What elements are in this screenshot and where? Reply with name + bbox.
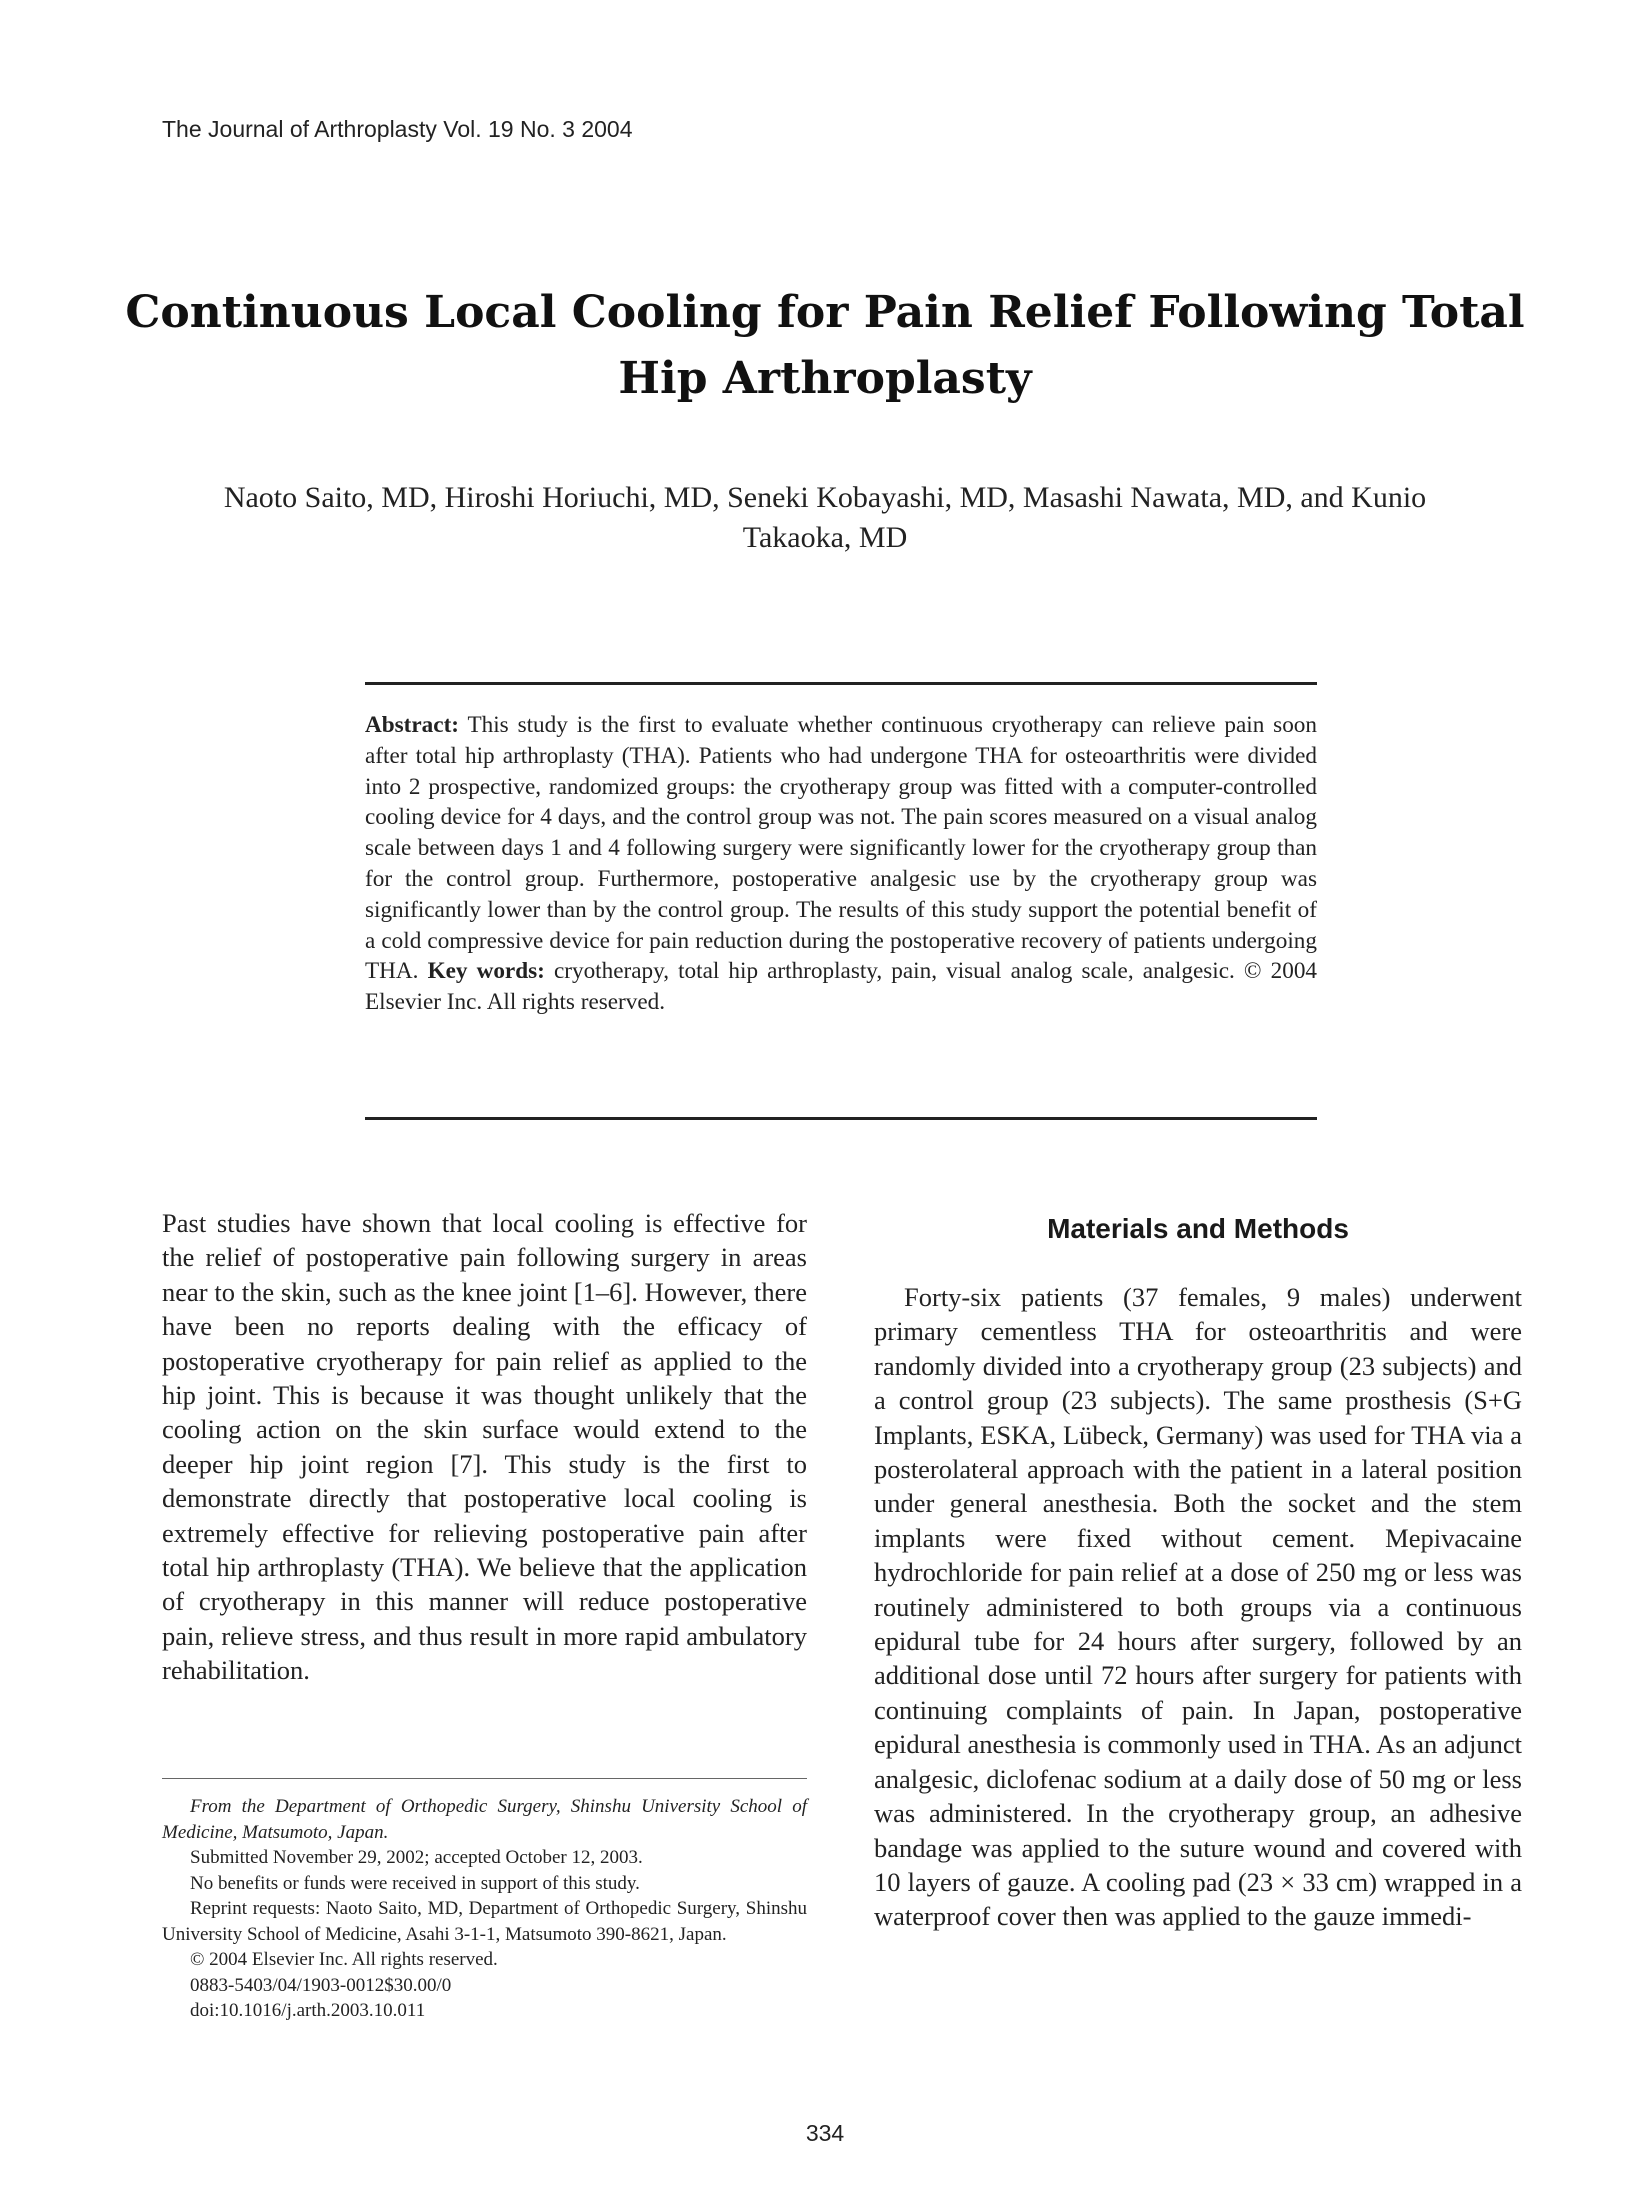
- abstract-bottom-rule: [365, 1117, 1317, 1120]
- abstract-text: This study is the first to evaluate whether continuous cryotherapy can relieve pain soon after total hip arthroplasty (THA). Patients who had undergone THA for osteoarthritis were divided into 2 prospective, randomized groups: the cryotherapy group was fitted with a computer-controlled cooling device for 4 days, and the control group was not. The pain scores measured on a visual analog scale between days 1 and 4 following surgery were significantly lower for the cryotherapy group than for the control group. Furthermore, postoperative analgesic use by the cryotherapy group was significantly lower than by the control group. The results of this study support the potential benefit of a cold compressive device for pain reduction during the postoperative recovery of patients undergoing THA.: [365, 712, 1317, 985]
- footnote-funding: No benefits or funds were received in support of this study.: [190, 1872, 640, 1894]
- footnotes-block: [162, 1794, 807, 2024]
- abstract-copyright: © 2004 Elsevier Inc. All rights reserved.: [365, 958, 1318, 1016]
- footnote-issn: 0883-5403/04/1903-0012$30.00/0: [190, 1974, 452, 1996]
- section-heading-methods: Materials and Methods: [1047, 1213, 1349, 1244]
- keywords-label: Key words:: [427, 958, 545, 985]
- page-number: 334: [805, 2120, 845, 2146]
- footnote-submitted: Submitted November 29, 2002; accepted October 12, 2003.: [190, 1847, 643, 1868]
- methods-paragraph: Forty-six patients (37 females, 9 males) underwent primary cementless THA for osteoarthritis and were randomly divided into a cryotherapy group (23 subjects) and a control group (23 subjects). The same prosthesis (S+G Implants, ESKA, Lübeck, Germany) was used for THA via a posterolateral approach with the patient in a lateral position under general anesthesia. Both the socket and the stem implants were fixed without cement. Mepivacaine hydrochloride for pain relief at a dose of 250 mg or less was routinely administered to both groups via a continuous epidural tube for 24 hours after surgery, followed by an additional dose until 72 hours after surgery for patients with continuing complaints of pain. In Japan, postoperative epidural anesthesia is commonly used in THA. As an adjunct analgesic, diclofenac sodium at a daily dose of 50 mg or less was administered. In the cryotherapy group, an adhesive bandage was applied to the suture wound and covered with 10 layers of gauze. A cooling pad (23 × 33 cm) wrapped in a waterproof cover then was applied to the gauze immedi-: [874, 1282, 1522, 1932]
- footnote-affiliation: From the Department of Orthopedic Surgery, Shinshu University School of Medicine, Matsumoto, Japan.: [162, 1796, 807, 1843]
- abstract-block: [365, 710, 1317, 1018]
- article-title: Continuous Local Cooling for Pain Relief Following Total Hip Arthroplasty: [125, 287, 1525, 404]
- intro-paragraph: Past studies have shown that local cooling is effective for the relief of postoperative pain following surgery in areas near to the skin, such as the knee joint [1–6]. However, there have been no reports dealing with the efficacy of postoperative cryotherapy for pain relief as applied to the hip joint. This is because it was thought unlikely that the cooling action on the skin surface would extend to the deeper hip joint region [7]. This study is the first to demonstrate directly that postoperative local cooling is extremely effective for relieving postoperative pain after total hip arthroplasty (THA). We believe that the application of cryotherapy in this manner will reduce postoperative pain, relieve stress, and thus result in more rapid ambulatory rehabilitation.: [162, 1208, 807, 1686]
- abstract-top-rule: [365, 682, 1317, 685]
- footnote-reprint: Reprint requests: Naoto Saito, MD, Department of Orthopedic Surgery, Shinshu University School of Medicine, Asahi 3-1-1, Matsumoto 390-8621, Japan.: [162, 1898, 807, 1945]
- keywords-text: cryotherapy, total hip arthroplasty, pain, visual analog scale, analgesic.: [553, 958, 1235, 985]
- author-list: Naoto Saito, MD, Hiroshi Horiuchi, MD, Seneki Kobayashi, MD, Masashi Nawata, MD, and Kunio Takaoka, MD: [223, 481, 1427, 554]
- abstract-label: Abstract:: [365, 712, 460, 738]
- footnote-rule: [162, 1778, 807, 1779]
- footnote-copyright: © 2004 Elsevier Inc. All rights reserved.: [190, 1949, 498, 1970]
- footnote-doi: doi:10.1016/j.arth.2003.10.011: [190, 2000, 426, 2021]
- journal-citation: The Journal of Arthroplasty Vol. 19 No. 3 2004: [162, 116, 633, 142]
